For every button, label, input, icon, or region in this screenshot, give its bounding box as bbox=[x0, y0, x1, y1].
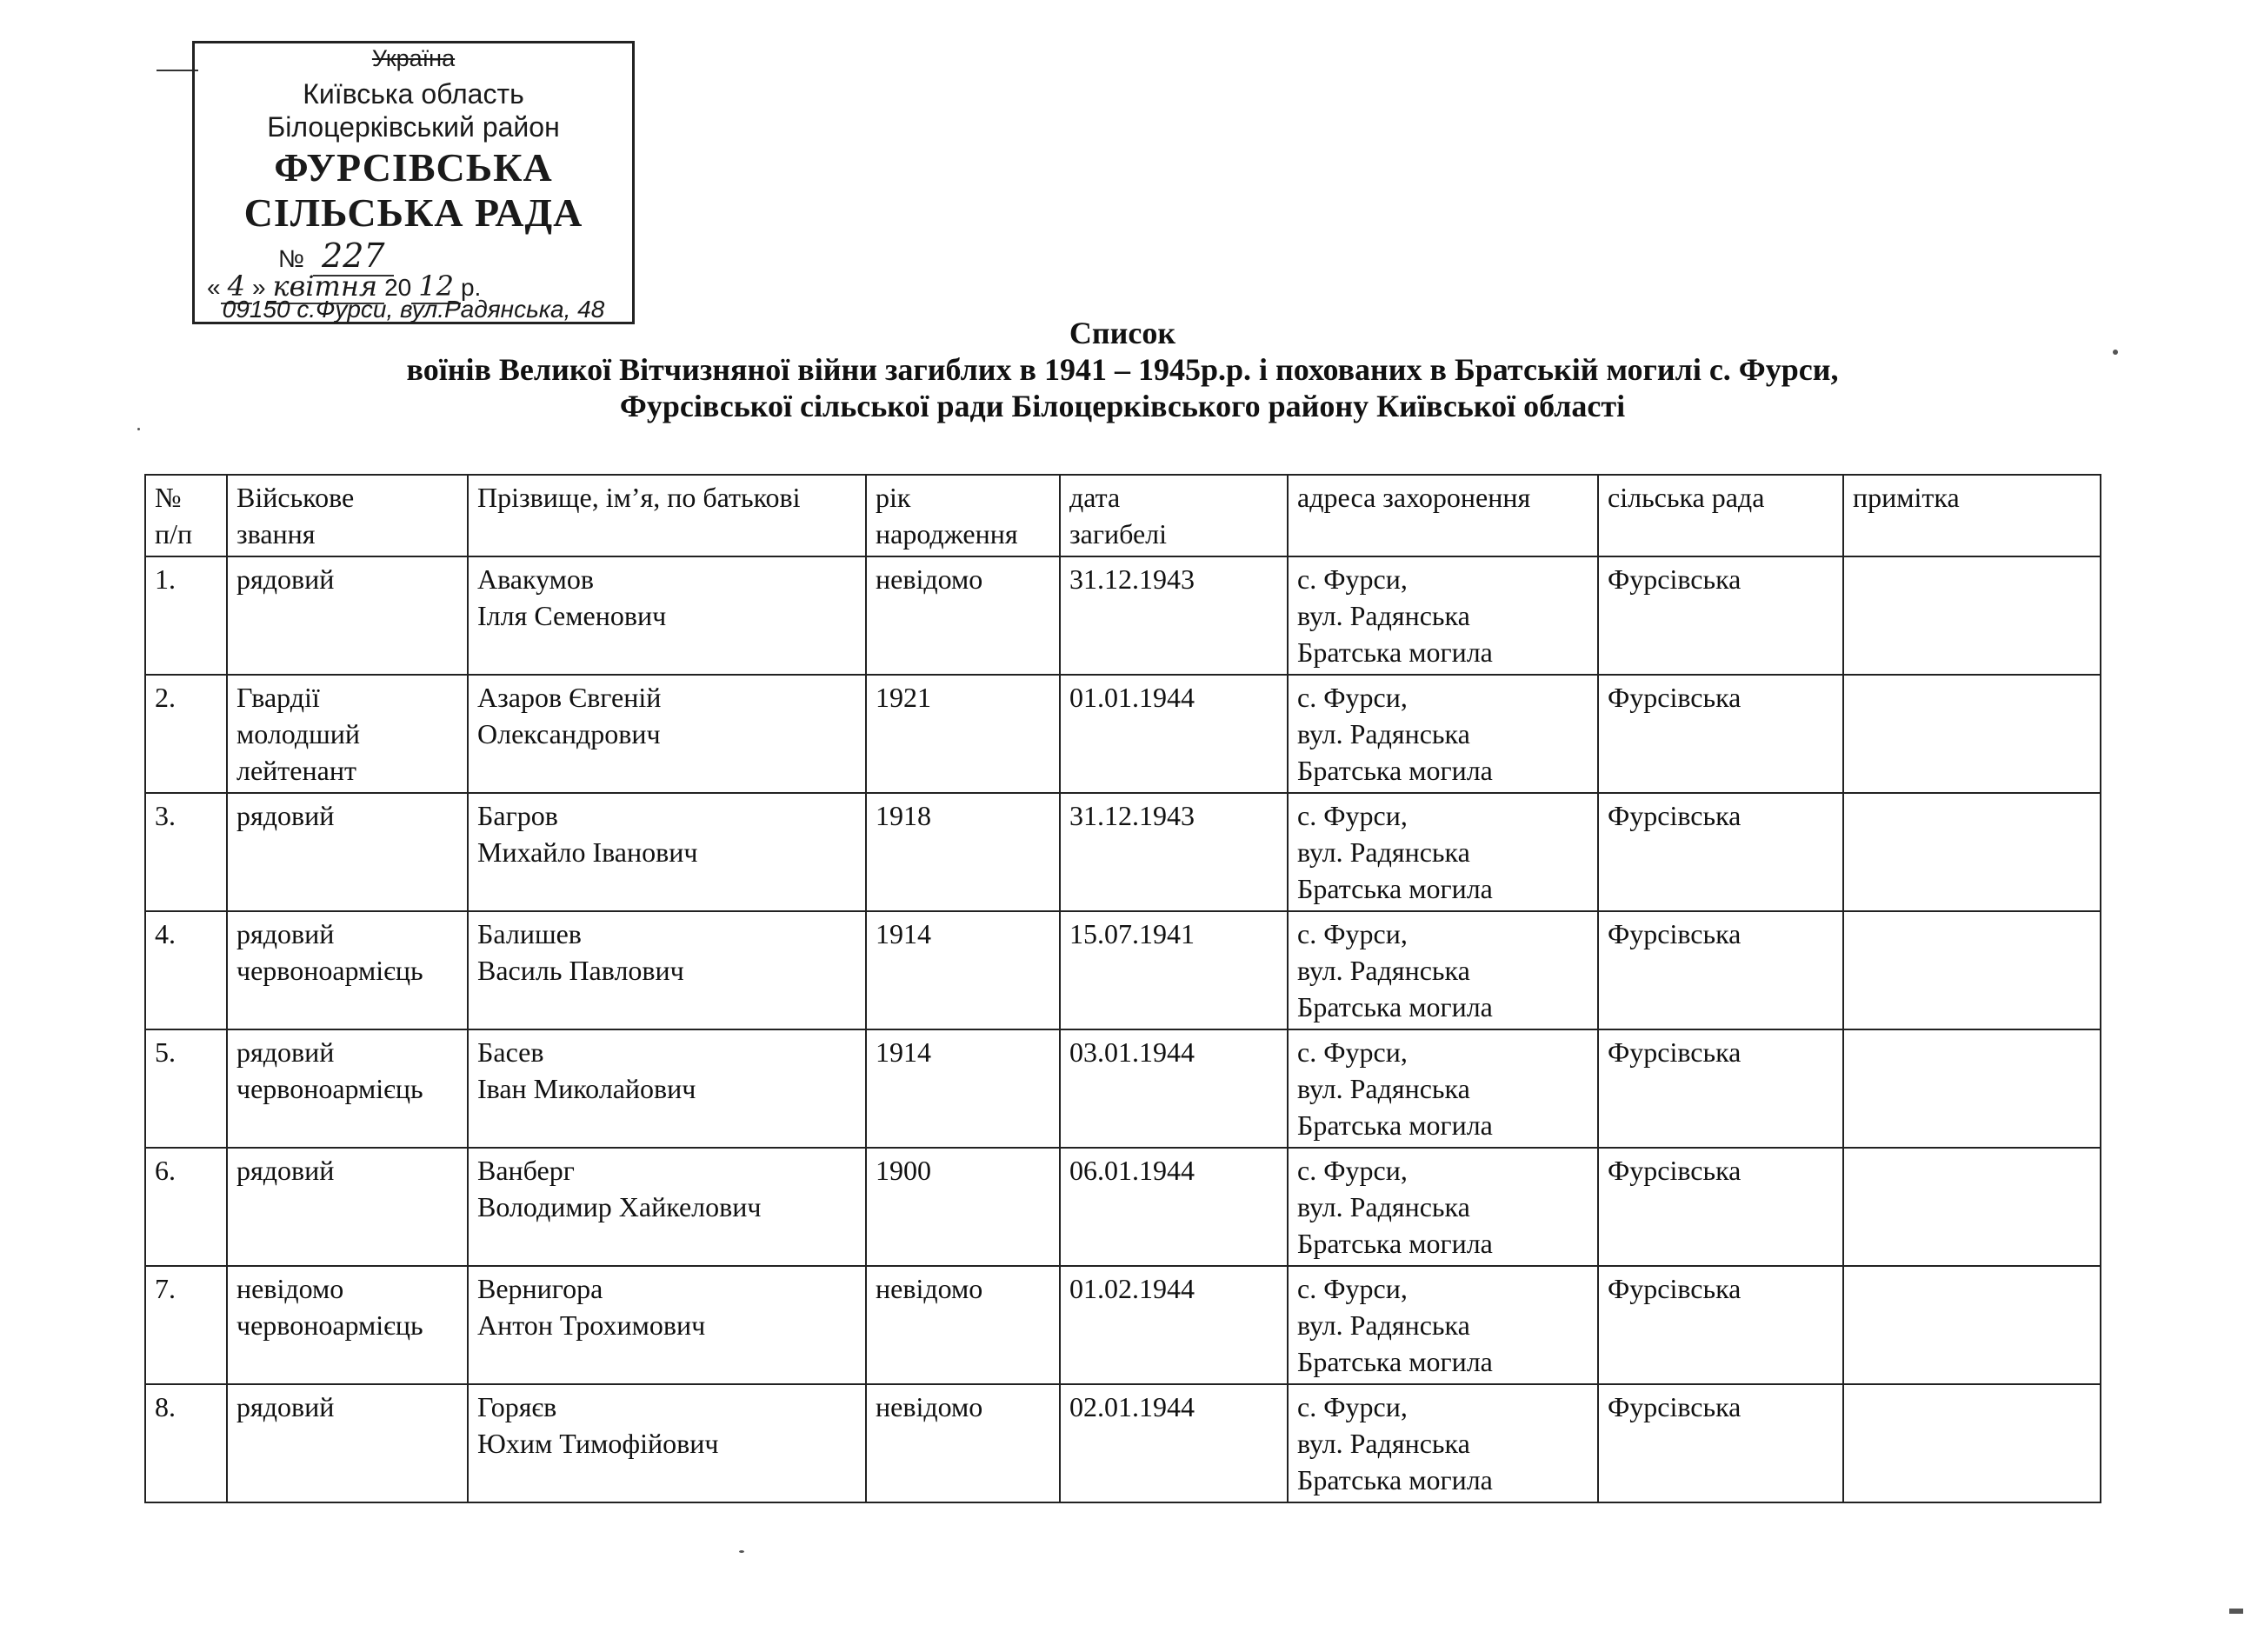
cell-death-date: 02.01.1944 bbox=[1060, 1384, 1288, 1502]
cell-death-date: 15.07.1941 bbox=[1060, 911, 1288, 1029]
council-stamp bbox=[192, 41, 635, 324]
table-row bbox=[145, 1266, 2101, 1384]
document-subtitle-line1: воїнів Великої Вітчизняної війни загиблих в 1941 – 1945р.р. і похованих в Братській могилі с. Фурси, bbox=[406, 352, 1839, 387]
cell-burial-address: с. Фурси, вул. Радянська Братська могила bbox=[1288, 1384, 1598, 1502]
stamp-council-line2: СІЛЬСЬКА РАДА bbox=[243, 190, 583, 235]
cell-name: Балишев Василь Павлович bbox=[468, 911, 866, 1029]
table-row bbox=[145, 911, 2101, 1029]
cell-village-council: Фурсівська bbox=[1598, 1148, 1843, 1266]
cell-village-council: Фурсівська bbox=[1598, 1266, 1843, 1384]
cell-death-date: 31.12.1943 bbox=[1060, 556, 1288, 675]
cell-rank: рядовий червоноармієць bbox=[227, 1029, 468, 1148]
table-row bbox=[145, 1148, 2101, 1266]
cell-name: Авакумов Ілля Семенович bbox=[468, 556, 866, 675]
document-title: Список bbox=[1069, 316, 1176, 350]
cell-village-council: Фурсівська bbox=[1598, 793, 1843, 911]
document-subtitle-line2: Фурсівської сільської ради Білоцерківського району Київської області bbox=[619, 389, 1626, 423]
cell-birth-year: 1914 bbox=[866, 911, 1060, 1029]
cell-burial-address: с. Фурси, вул. Радянська Братська могила bbox=[1288, 1148, 1598, 1266]
scan-speck bbox=[137, 428, 140, 430]
cell-birth-year: 1918 bbox=[866, 793, 1060, 911]
header-num: № п/п bbox=[145, 475, 227, 556]
stamp-date-month: квітня bbox=[266, 270, 385, 304]
cell-rank: рядовий bbox=[227, 793, 468, 911]
cell-birth-year: невідомо bbox=[866, 556, 1060, 675]
cell-burial-address: с. Фурси, вул. Радянська Братська могила bbox=[1288, 675, 1598, 793]
header-death-date: дата загибелі bbox=[1060, 475, 1288, 556]
cell-name: Азаров Євгеній Олександрович bbox=[468, 675, 866, 793]
stamp-date-year-prefix: 20 bbox=[384, 274, 412, 301]
cell-burial-address: с. Фурси, вул. Радянська Братська могила bbox=[1288, 1266, 1598, 1384]
cell-death-date: 01.01.1944 bbox=[1060, 675, 1288, 793]
table-row bbox=[145, 793, 2101, 911]
cell-burial-address: с. Фурси, вул. Радянська Братська могила bbox=[1288, 793, 1598, 911]
stamp-number-label: № bbox=[278, 245, 305, 272]
cell-death-date: 03.01.1944 bbox=[1060, 1029, 1288, 1148]
cell-num: 8. bbox=[145, 1384, 227, 1502]
header-birth-year: рік народження bbox=[866, 475, 1060, 556]
stamp-date-year: 12 bbox=[411, 270, 461, 304]
cell-birth-year: 1914 bbox=[866, 1029, 1060, 1148]
cell-name: Ванберг Володимир Хайкелович bbox=[468, 1148, 866, 1266]
cell-birth-year: невідомо bbox=[866, 1384, 1060, 1502]
stamp-council-line1: ФУРСІВСЬКА bbox=[274, 145, 553, 190]
scan-speck bbox=[2229, 1609, 2243, 1614]
header-name: Прізвище, ім’я, по батькові bbox=[468, 475, 866, 556]
stamp-address: 09150 с.Фурси, вул.Радянська, 48 bbox=[222, 296, 605, 323]
cell-num: 5. bbox=[145, 1029, 227, 1148]
soldiers-table bbox=[144, 474, 2101, 1503]
cell-note bbox=[1843, 911, 2101, 1029]
cell-burial-address: с. Фурси, вул. Радянська Братська могила bbox=[1288, 556, 1598, 675]
header-rank: Військове звання bbox=[227, 475, 468, 556]
cell-num: 7. bbox=[145, 1266, 227, 1384]
header-village-council: сільська рада bbox=[1598, 475, 1843, 556]
cell-rank: рядовий bbox=[227, 556, 468, 675]
cell-burial-address: с. Фурси, вул. Радянська Братська могила bbox=[1288, 1029, 1598, 1148]
cell-burial-address: с. Фурси, вул. Радянська Братська могила bbox=[1288, 911, 1598, 1029]
cell-rank: рядовий червоноармієць bbox=[227, 911, 468, 1029]
cell-name: Горяєв Юхим Тимофійович bbox=[468, 1384, 866, 1502]
cell-birth-year: невідомо bbox=[866, 1266, 1060, 1384]
document-heading bbox=[144, 315, 2101, 424]
stamp-country: Україна bbox=[371, 45, 456, 71]
scan-speck bbox=[2113, 350, 2118, 355]
table-row bbox=[145, 1029, 2101, 1148]
cell-note bbox=[1843, 1384, 2101, 1502]
cell-death-date: 31.12.1943 bbox=[1060, 793, 1288, 911]
cell-num: 3. bbox=[145, 793, 227, 911]
cell-note bbox=[1843, 1029, 2101, 1148]
table-row bbox=[145, 556, 2101, 675]
cell-birth-year: 1900 bbox=[866, 1148, 1060, 1266]
cell-name: Багров Михайло Іванович bbox=[468, 793, 866, 911]
cell-note bbox=[1843, 793, 2101, 911]
cell-death-date: 01.02.1944 bbox=[1060, 1266, 1288, 1384]
cell-num: 1. bbox=[145, 556, 227, 675]
cell-note bbox=[1843, 1266, 2101, 1384]
cell-village-council: Фурсівська bbox=[1598, 556, 1843, 675]
cell-death-date: 06.01.1944 bbox=[1060, 1148, 1288, 1266]
cell-village-council: Фурсівська bbox=[1598, 1384, 1843, 1502]
stamp-date-suffix: р. bbox=[460, 274, 482, 301]
cell-village-council: Фурсівська bbox=[1598, 1029, 1843, 1148]
cell-name: Вернигора Антон Трохимович bbox=[468, 1266, 866, 1384]
table-row bbox=[145, 675, 2101, 793]
cell-name: Басев Іван Миколайович bbox=[468, 1029, 866, 1148]
stamp-date-day: 4 bbox=[221, 270, 252, 304]
stamp-date: « 4 » квітня 20 12 р. bbox=[207, 270, 482, 303]
cell-num: 4. bbox=[145, 911, 227, 1029]
cell-num: 6. bbox=[145, 1148, 227, 1266]
stamp-number-value: 227 bbox=[313, 236, 394, 276]
cell-rank: Гвардії молодший лейтенант bbox=[227, 675, 468, 793]
stamp-district: Білоцерківський район bbox=[267, 111, 560, 143]
cell-rank: невідомо червоноармієць bbox=[227, 1266, 468, 1384]
table-header-row bbox=[145, 475, 2101, 556]
header-note: примітка bbox=[1843, 475, 2101, 556]
scan-speck bbox=[739, 1550, 744, 1553]
cell-rank: рядовий bbox=[227, 1384, 468, 1502]
cell-village-council: Фурсівська bbox=[1598, 911, 1843, 1029]
cell-note bbox=[1843, 675, 2101, 793]
header-burial-address: адреса захоронення bbox=[1288, 475, 1598, 556]
cell-note bbox=[1843, 1148, 2101, 1266]
cell-note bbox=[1843, 556, 2101, 675]
table-row bbox=[145, 1384, 2101, 1502]
stamp-region: Київська область bbox=[303, 78, 524, 110]
cell-village-council: Фурсівська bbox=[1598, 675, 1843, 793]
cell-num: 2. bbox=[145, 675, 227, 793]
cell-birth-year: 1921 bbox=[866, 675, 1060, 793]
cell-rank: рядовий bbox=[227, 1148, 468, 1266]
